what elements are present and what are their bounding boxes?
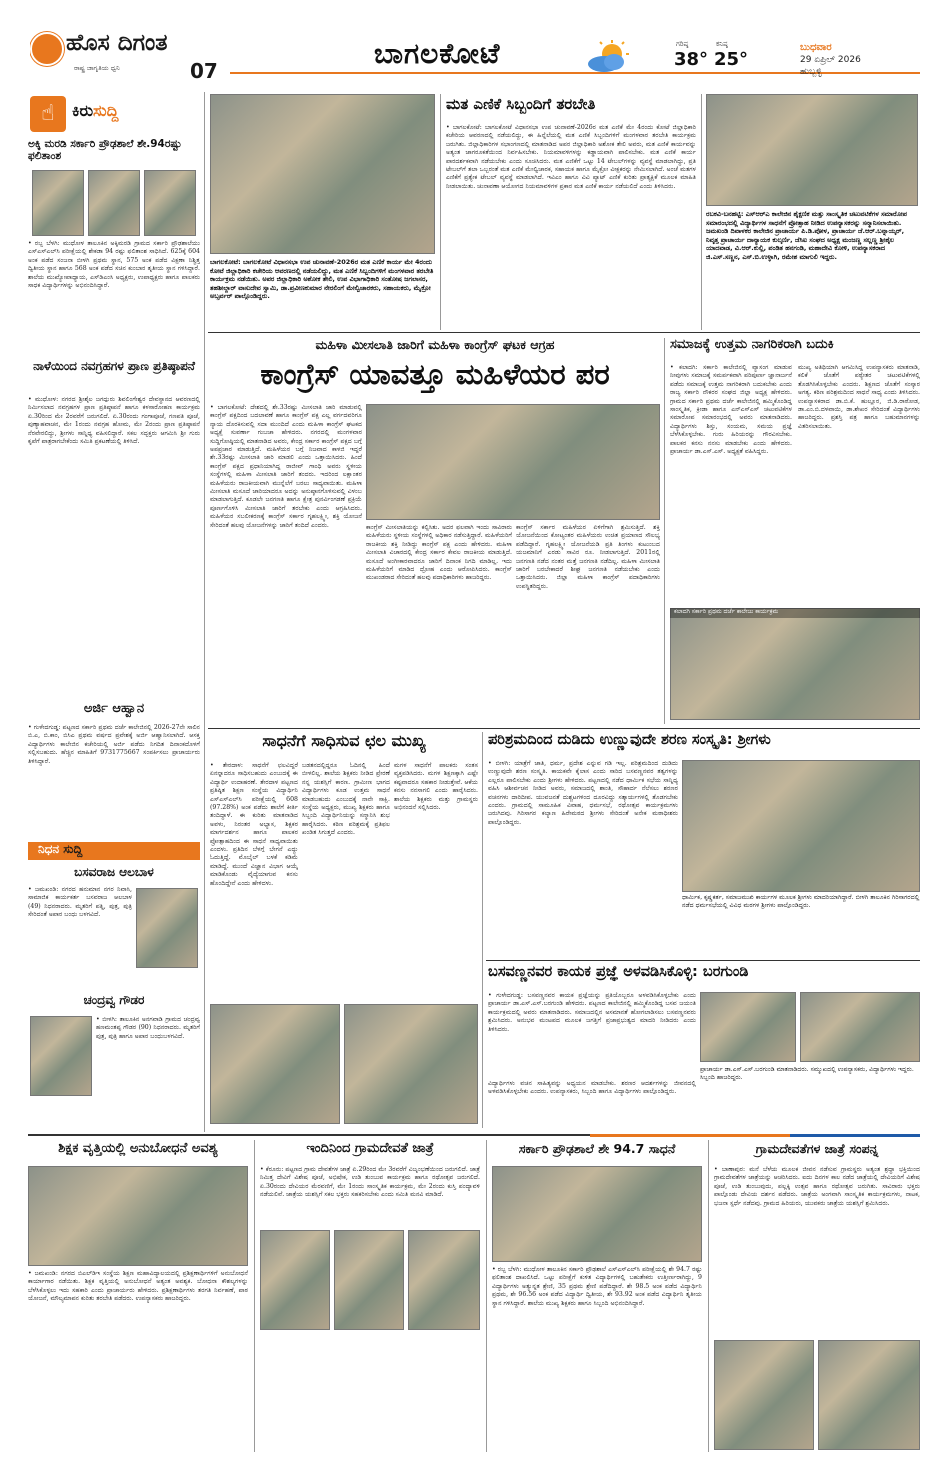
kiru-story2-title: ನಾಳೆಯಿಂದ ನವಗ್ರಹಗಳ ಪ್ರಾಣ ಪ್ರತಿಷ್ಠಾಪನೆ bbox=[33, 360, 195, 373]
divider-top-1 bbox=[440, 94, 441, 330]
nidhana-label-a: ನಿಧನ bbox=[38, 843, 60, 856]
basavanna-photo-1 bbox=[700, 992, 796, 1062]
city-title: ಬಾಗಲಕೋಟೆ bbox=[374, 38, 501, 70]
parishrama-photo bbox=[682, 760, 920, 892]
bottom4-title: ಗ್ರಾಮದೇವತೆಗಳ ಜಾತ್ರೆ ಸಂಪನ್ನ bbox=[755, 1142, 879, 1156]
kiru-suddi-column bbox=[28, 92, 200, 1132]
kiru-header bbox=[28, 94, 200, 134]
divider-left bbox=[204, 92, 205, 1132]
obit2-photo bbox=[30, 1016, 92, 1096]
bottom-accent-orange bbox=[590, 1134, 790, 1137]
bottom4-photo-2 bbox=[818, 1340, 920, 1450]
rule-parishrama bbox=[486, 960, 920, 961]
edition: ಹುಬ್ಬಳ್ಳಿ bbox=[800, 67, 822, 77]
samaja-title: ಸಮಾಜಕ್ಕೆ ಉತ್ತಮ ನಾಗರಿಕರಾಗಿ ಬದುಕಿ bbox=[670, 338, 834, 352]
logo-text: ಹೊಸ ದಿಗಂತ bbox=[66, 30, 168, 56]
samaja-photo bbox=[670, 608, 920, 720]
rule-top-row bbox=[208, 332, 920, 333]
basavanna-caption: ಪ್ರಾಚಾರ್ಯ ಡಾ.ಎಸ್.ಎಸ್.ಬರಗುಂಡಿ ಮಾತನಾಡಿದರು. ಸಮ್ಮುಖದಲ್ಲಿ ಉಪನ್ಯಾಸಕರು, ವಿದ್ಯಾರ್ಥಿಗಳು ಇದ್ದರು. ಸಿಬ್ಬಂದಿ ಹಾಜರಿದ್ದರು. bbox=[700, 1066, 914, 1081]
min-temp: 25° bbox=[714, 50, 749, 70]
divider-lead bbox=[664, 338, 665, 724]
samaja-body: • ಕಲಾದಗಿ: ಸರ್ಕಾರಿ ಕಾಲೇಜಿನಲ್ಲಿ ವ್ಯಾಸಂಗ ಮಾಡುವ ನೀವುಗಳು ಸಮಾಜಕ್ಕೆ ಸಮರ್ಪಕವಾಗಿ ಪರಿಪೂರ್ಣ ಜ್ಞಾನಾರ್ಜನೆ ಪಡೆದು ಸಮಾಜಕ್ಕೆ ಉತ್ತಮ ನಾಗರಿಕರಾಗಿ ಬದುಕಬೇಕು ಎಂದು ರಾಜ್ಯ ಸರ್ಕಾರಿ ನೌಕರರ ಸಂಘದ ಜಿಲ್ಲಾ ಅಧ್ಯಕ್ಷ ಹೇಳಿದರು. ಗ್ರಾಮದ ಸರ್ಕಾರಿ ಪ್ರಥಮ ದರ್ಜೆ ಕಾಲೇಜಿನಲ್ಲಿ ಹಮ್ಮಿಕೊಂಡಿದ್ದ ಸಾಂಸ್ಕೃತಿಕ, ಕ್ರೀಡಾ ಹಾಗೂ ಎನ್ಎಸ್ಎಸ್ ಚಟುವಟಿಕೆಗಳ ಸಮಾರೋಪ ಸಮಾರಂಭದಲ್ಲಿ ಅವರು ಮಾತನಾಡಿದರು. ವಿದ್ಯಾರ್ಥಿಗಳು ಶಿಸ್ತು, ಸಂಯಮ, ಸಮಯ ಪ್ರಜ್ಞೆ ಬೆಳೆಸಿಕೊಳ್ಳಬೇಕು. ಗುರು ಹಿರಿಯರನ್ನು ಗೌರವಿಸಬೇಕು. ಪಾಲಕರ ಕನಸು ನನಸು ಮಾಡಬೇಕು ಎಂದು ಹೇಳಿದರು. ಪ್ರಾಚಾರ್ಯ ಡಾ.ಎಸ್.ಎಸ್. ಅಧ್ಯಕ್ಷತೆ ವಹಿಸಿದ್ದರು. bbox=[670, 364, 792, 456]
date-block bbox=[800, 42, 920, 86]
bottom3-photo bbox=[492, 1166, 702, 1262]
bottom1-body: • ಜಮಖಂಡಿ: ನಗರದ ಬಿಎಲ್‌ಡಿಇ ಸಂಸ್ಥೆಯ ಶಿಕ್ಷಣ ಮಹಾವಿದ್ಯಾಲಯದಲ್ಲಿ ಪ್ರಶಿಕ್ಷಣಾರ್ಥಿಗಳಿಗೆ ಅನುಬೋಧನೆ ಕಾರ್ಯಾಗಾರ ನಡೆಯಿತು. ಶಿಕ್ಷಕ ವೃತ್ತಿಯಲ್ಲಿ ಅನುಬೋಧನೆ ಅತ್ಯಂತ ಅವಶ್ಯಕ. ಬೋಧನಾ ಕೌಶಲ್ಯಗಳನ್ನು ಬೆಳೆಸಿಕೊಳ್ಳಲು ಇದು ಸಹಕಾರಿ ಎಂದು ಪ್ರಾಚಾರ್ಯರು ಹೇಳಿದರು. ಪ್ರಶಿಕ್ಷಣಾರ್ಥಿಗಳು ತರಗತಿ ನಿರ್ವಹಣೆ, ಪಾಠ ಯೋಜನೆ, ಮೌಲ್ಯಮಾಪನ ಕುರಿತು ತರಬೇತಿ ಪಡೆದರು. ಉಪನ್ಯಾಸಕರು ಹಾಜರಿದ್ದರು. bbox=[28, 1270, 248, 1303]
divider-top-2 bbox=[701, 94, 702, 330]
bottom2-photo-3 bbox=[408, 1230, 480, 1330]
lead-photo bbox=[366, 404, 660, 520]
lead-body-left: • ಬಾಗಲಕೋಟೆ: ದೇಶದಲ್ಲಿ ಶೇ.33ರಷ್ಟು ಮೀಸಲಾತಿ ಜಾರಿ ಮಾಡುವಲ್ಲಿ ಕಾಂಗ್ರೆಸ್ ಪಕ್ಷದಿಂದ ಬದಲಾವಣೆ ಹಾಗೂ ಕಾಂಗ್ರೆಸ್ ಪಕ್ಷ ಎಲ್ಲ ವರ್ಗದವರಿಗೂ ನ್ಯಾಯ ದೊರಕಿಸುವಲ್ಲಿ ಸದಾ ಮುಂದಿದೆ ಎಂದು ಮಹಿಳಾ ಕಾಂಗ್ರೆಸ್ ಘಟಕದ ಅಧ್ಯಕ್ಷೆ ಸುವರ್ಣಾ ಗುಬಚಾ ಹೇಳಿದರು. ನಗರದಲ್ಲಿ ಮಂಗಳವಾರ ಸುದ್ದಿಗೋಷ್ಠಿಯಲ್ಲಿ ಮಾತನಾಡಿದ ಅವರು, ಕೇಂದ್ರ ಸರ್ಕಾರ ಕಾಂಗ್ರೆಸ್ ಪಕ್ಷದ ಬಗ್ಗೆ ಅಪಪ್ರಚಾರ ಮಾಡುತ್ತಿದೆ. ಮಹಿಳೆಯರ ಬಗ್ಗೆ ನಿಜವಾದ ಕಾಳಜಿ ಇದ್ದರೆ ಶೇ.33ರಷ್ಟು ಮೀಸಲಾತಿ ಜಾರಿ ಮಾಡಲಿ ಎಂದು ಒತ್ತಾಯಿಸಿದರು. ಹಿಂದೆ ಕಾಂಗ್ರೆಸ್ ಪಕ್ಷದ ಪ್ರಧಾನಿಯಾಗಿದ್ದ ರಾಜೀವ್ ಗಾಂಧಿ ಅವರು ಸ್ಥಳೀಯ ಸಂಸ್ಥೆಗಳಲ್ಲಿ ಮಹಿಳಾ ಮೀಸಲಾತಿ ಜಾರಿಗೆ ತಂದರು. ಇದರಿಂದ ಲಕ್ಷಾಂತರ ಮಹಿಳೆಯರು ರಾಜಕೀಯವಾಗಿ ಮುನ್ನೆಲೆಗೆ ಬರಲು ಸಾಧ್ಯವಾಯಿತು. ಮಹಿಳಾ ಮೀಸಲಾತಿ ಮಸೂದೆ ಜಾರಿಯಾದರೂ ಅದನ್ನು ಅನುಷ್ಠಾನಗೊಳಿಸುವಲ್ಲಿ ವಿಳಂಬ ಮಾಡಲಾಗುತ್ತಿದೆ. ಕೂಡಲೇ ಜನಗಣತಿ ಹಾಗೂ ಕ್ಷೇತ್ರ ಪುನರ್ವಿಂಗಡಣೆ ಪ್ರಕ್ರಿಯೆ ಪೂರ್ಣಗೊಳಿಸಿ ಮೀಸಲಾತಿ ಜಾರಿಗೆ ತರಬೇಕು ಎಂದು ಆಗ್ರಹಿಸಿದರು. ಮಹಿಳೆಯರ ಸಬಲೀಕರಣಕ್ಕೆ ಕಾಂಗ್ರೆಸ್ ಸರ್ಕಾರ ಗೃಹಲಕ್ಷ್ಮೀ, ಶಕ್ತಿ ಯೋಜನೆ ಸೇರಿದಂತೆ ಹಲವು ಯೋಜನೆಗಳನ್ನು ಜಾರಿಗೆ ತಂದಿದೆ ಎಂದರು. bbox=[210, 404, 362, 529]
basavanna-body-2: ವಿದ್ಯಾರ್ಥಿಗಳು ವಚನ ಸಾಹಿತ್ಯವನ್ನು ಅಧ್ಯಯನ ಮಾಡಬೇಕು. ಶರಣರ ಆದರ್ಶಗಳನ್ನು ಜೀವನದಲ್ಲಿ ಅಳವಡಿಸಿಕೊಳ್ಳಬೇಕು ಎಂದರು. ಉಪನ್ಯಾಸಕರು, ಸಿಬ್ಬಂದಿ ಹಾಗೂ ವಿದ್ಯಾರ್ಥಿಗಳು ಪಾಲ್ಗೊಂಡಿದ್ದರು. bbox=[488, 1080, 696, 1096]
max-temp: 38° bbox=[674, 50, 709, 70]
sadhane-photo-2 bbox=[344, 1004, 478, 1124]
obit1-title: ಬಸವರಾಜ ಆಲಬಾಳ bbox=[74, 866, 154, 879]
college-group-photo bbox=[706, 94, 918, 206]
weekday: ಬುಧವಾರ bbox=[800, 42, 832, 53]
parishrama-body: • ಬೀಳಗಿ: ಯಾತ್ರೆಗೆ ಜಾತಿ, ಧರ್ಮ, ಪ್ರದೇಶ ಎನ್ನುವ ಗಡಿ ಇಲ್ಲ. ಪರಿಶ್ರಮದಿಂದ ದುಡಿದು ಉಣ್ಣುವುದೇ ಶರಣ ಸಂಸ್ಕೃತಿ. ಕಾಯಕವೇ ಕೈಲಾಸ ಎಂದು ಸಾರಿದ ಬಸವಣ್ಣನವರ ತತ್ವಗಳನ್ನು ಎಲ್ಲರೂ ಪಾಲಿಸಬೇಕು ಎಂದು ಶ್ರೀಗಳು ಹೇಳಿದರು. ಪಟ್ಟಣದಲ್ಲಿ ನಡೆದ ಧಾರ್ಮಿಕ ಸಭೆಯ ಸಾನ್ನಿಧ್ಯ ವಹಿಸಿ ಆಶೀರ್ವಚನ ನೀಡಿದ ಅವರು, ಸಮಾಜದಲ್ಲಿ ಶಾಂತಿ, ಸೌಹಾರ್ದ ನೆಲೆಸಲು ಶರಣರ ವಚನಗಳು ದಾರಿದೀಪ. ಯುವಜನತೆ ದುಶ್ಚಟಗಳಿಂದ ದೂರವಿದ್ದು ಸತ್ಕಾರ್ಯಗಳಲ್ಲಿ ತೊಡಗಬೇಕು ಎಂದರು. ಗ್ರಾಮದಲ್ಲಿ ಸಾಮೂಹಿಕ ವಿವಾಹ, ಧರ್ಮಸಭೆ, ರಥೋತ್ಸವ ಕಾರ್ಯಕ್ರಮಗಳು ಜರುಗಿದವು. ಗಿರಿಸಾಗರ ಕಲ್ಯಾಣ ಹಿರೇಮಠದ ಶ್ರೀಗಳು ಸೇರಿದಂತೆ ಅನೇಕ ಮಠಾಧೀಶರು ಪಾಲ್ಗೊಂಡಿದ್ದರು. bbox=[488, 760, 678, 826]
nidhana-label bbox=[38, 843, 188, 859]
counting-training-title: ಮತ ಎಣಿಕೆ ಸಿಬ್ಬಂದಿಗೆ ತರಬೇತಿ bbox=[446, 96, 596, 113]
kiru-label-b: ಸುದ್ದಿ bbox=[93, 102, 119, 120]
max-temp-label: ಗರಿಷ್ಠ bbox=[676, 40, 689, 48]
kiru-story1-title: ಅಕ್ಕಿ ಮರಡಿ ಸರ್ಕಾರಿ ಪ್ರೌಢಶಾಲೆ ಶೇ.94ರಷ್ಟು ಫಲಿತಾಂಶ bbox=[28, 138, 182, 163]
lead-headline: ಕಾಂಗ್ರೆಸ್ ಯಾವತ್ತೂ ಮಹಿಳೆಯರ ಪರ bbox=[260, 358, 610, 391]
samaja-caption: ಕಲಾದಗಿ ಸರ್ಕಾರಿ ಪ್ರಥಮ ದರ್ಜೆ ಕಾಲೇಜು ಕಾರ್ಯಕ್ರಮ bbox=[670, 608, 920, 618]
kiru-story3-title: ಅರ್ಜಿ ಆಹ್ವಾನ bbox=[83, 702, 145, 716]
bottom4-body: • ಬಾಣಾಪುರ: ಮನೆ ಬೆಳೆಯ ಮೂಲಕ ಜೀವನ ನಡೆಸುವ ಗ್ರಾಮಸ್ಥರು ಅತ್ಯಂತ ಶ್ರದ್ಧಾ ಭಕ್ತಿಯಿಂದ ಗ್ರಾಮದೇವತೆಗಳ ಜಾತ್ರೆಯನ್ನು ಆಚರಿಸಿದರು. ಐದು ದಿನಗಳ ಕಾಲ ನಡೆದ ಜಾತ್ರೆಯಲ್ಲಿ ದೇವಿಯರಿಗೆ ವಿಶೇಷ ಪೂಜೆ, ಉಡಿ ತುಂಬುವುದು, ಪಲ್ಲಕ್ಕಿ ಉತ್ಸವ ಹಾಗೂ ರಥೋತ್ಸವ ಜರುಗಿತು. ಸಾವಿರಾರು ಭಕ್ತರು ಪಾಲ್ಗೊಂಡು ದೇವಿಯ ದರ್ಶನ ಪಡೆದರು. ಜಾತ್ರೆಯ ಅಂಗವಾಗಿ ಸಾಂಸ್ಕೃತಿಕ ಕಾರ್ಯಕ್ರಮಗಳು, ನಾಟಕ, ಭಜನಾ ಸ್ಪರ್ಧೆ ನಡೆದವು. ಗ್ರಾಮದ ಹಿರಿಯರು, ಯುವಕರು ಜಾತ್ರೆಯ ಯಶಸ್ಸಿಗೆ ಶ್ರಮಿಸಿದರು. bbox=[714, 1166, 920, 1207]
kiru-label bbox=[72, 102, 192, 126]
lead-kicker: ಮಹಿಳಾ ಮೀಸಲಾತಿ ಜಾರಿಗೆ ಮಹಿಳಾ ಕಾಂಗ್ರೆಸ್ ಘಟಕ ಆಗ್ರಹ bbox=[315, 338, 555, 352]
divider-mid bbox=[482, 732, 483, 1128]
basavanna-photo-2 bbox=[800, 992, 920, 1062]
obit2-title: ಚಂದ್ರವ್ವ ಗೌಡರ bbox=[83, 994, 145, 1007]
samaja-body-2: ಮುಖ್ಯ ಅತಿಥಿಯಾಗಿ ಆಗಮಿಸಿದ್ದ ಉಪನ್ಯಾಸಕರು ಮಾತನಾಡಿ, ಕಲಿಕೆ ಜೊತೆಗೆ ಪಠ್ಯೇತರ ಚಟುವಟಿಕೆಗಳಲ್ಲಿ ತೊಡಗಿಸಿಕೊಳ್ಳಬೇಕು ಎಂದರು. ಶಿಕ್ಷಣದ ಜೊತೆಗೆ ಸಂಸ್ಕಾರ ಅಗತ್ಯ. ಕಠಿಣ ಪರಿಶ್ರಮದಿಂದ ಸಾಧನೆ ಸಾಧ್ಯ ಎಂದು ತಿಳಿಸಿದರು. ಉಪನ್ಯಾಸಕರಾದ ಡಾ.ಬಿ.ಕೆ. ಹುಲ್ಲೂರ, ಜಿ.ಡಿ.ರಾಠೋಡ, ಡಾ.ಎಂ.ಬಿ.ದಳವಾಯಿ, ಡಾ.ಶೇಖರ ಸೇರಿದಂತೆ ವಿದ್ಯಾರ್ಥಿಗಳು ಹಾಜರಿದ್ದರು. ಪ್ರಶಸ್ತಿ ಪತ್ರ ಹಾಗೂ ಬಹುಮಾನಗಳನ್ನು ವಿತರಿಸಲಾಯಿತು. bbox=[798, 364, 920, 430]
kiru-story3-body: • ಗುಳೇದಗುಡ್ಡ: ಪಟ್ಟಣದ ಸರ್ಕಾರಿ ಪ್ರಥಮ ದರ್ಜೆ ಕಾಲೇಜಿನಲ್ಲಿ 2026-27ನೇ ಸಾಲಿನ ಬಿ.ಎ, ಬಿ.ಕಾಂ, ಬಿಸಿಎ ಪ್ರಥಮ ವರ್ಷದ ಪ್ರವೇಶಕ್ಕೆ ಅರ್ಜಿ ಆಹ್ವಾನಿಸಲಾಗಿದೆ. ಆಸಕ್ತ ವಿದ್ಯಾರ್ಥಿಗಳು ಕಾಲೇಜಿನ ಕಚೇರಿಯಲ್ಲಿ ಅರ್ಜಿ ಪಡೆದು ನಿಗದಿತ ದಿನಾಂಕದೊಳಗೆ ಸಲ್ಲಿಸಬಹುದು. ಹೆಚ್ಚಿನ ಮಾಹಿತಿಗೆ 9731775667 ಸಂಪರ್ಕಿಸಲು ಪ್ರಾಚಾರ್ಯರು ತಿಳಿಸಿದ್ದಾರೆ. bbox=[28, 724, 200, 765]
basavanna-title: ಬಸವಣ್ಣನವರ ಕಾಯಕ ಪ್ರಜ್ಞೆ ಅಳವಡಿಸಿಕೊಳ್ಳಿ: ಬರಗುಂಡಿ bbox=[488, 964, 749, 980]
lead-body-right: ಕಾಂಗ್ರೆಸ್ ಮೀಸಲಾತಿಯನ್ನು ಕಲ್ಪಿಸಿತು. ಅದರ ಫಲವಾಗಿ ಇಂದು ಸಾವಿರಾರು ಮಹಿಳೆಯರು ಸ್ಥಳೀಯ ಸಂಸ್ಥೆಗಳಲ್ಲಿ ಅಧಿಕಾರ ನಡೆಸುತ್ತಿದ್ದಾರೆ. ಮಹಿಳೆಯರಿಗೆ ರಾಜಕೀಯ ಶಕ್ತಿ ನೀಡಿದ್ದು ಕಾಂಗ್ರೆಸ್ ಪಕ್ಷ ಎಂದು ಹೇಳಿದರು. ಮಹಿಳಾ ಮೀಸಲಾತಿ ವಿಚಾರದಲ್ಲಿ ಕೇಂದ್ರ ಸರ್ಕಾರ ಕೇವಲ ರಾಜಕೀಯ ಮಾಡುತ್ತಿದೆ. ಮಸೂದೆ ಅಂಗೀಕಾರವಾದರೂ ಜಾರಿಗೆ ದಿನಾಂಕ ನಿಗದಿ ಮಾಡಿಲ್ಲ. ಇದು ಮಹಿಳೆಯರಿಗೆ ಮಾಡಿದ ದ್ರೋಹ ಎಂದು ಆರೋಪಿಸಿದರು. ಕಾಂಗ್ರೆಸ್ ಮುಖಂಡರಾದ ಸೇರಿದಂತೆ ಹಲವು ಪದಾಧಿಕಾರಿಗಳು ಹಾಜರಿದ್ದರು. bbox=[366, 524, 512, 582]
lead-body-tail: ಕಾಂಗ್ರೆಸ್ ಸರ್ಕಾರ ಮಹಿಳೆಯರ ಏಳಿಗೆಗಾಗಿ ಶ್ರಮಿಸುತ್ತಿದೆ. ಶಕ್ತಿ ಯೋಜನೆಯಿಂದ ಕೋಟ್ಯಂತರ ಮಹಿಳೆಯರು ಉಚಿತ ಪ್ರಯಾಣದ ಸೌಲಭ್ಯ ಪಡೆದಿದ್ದಾರೆ. ಗೃಹಲಕ್ಷ್ಮೀ ಯೋಜನೆಯಡಿ ಪ್ರತಿ ತಿಂಗಳು ಕುಟುಂಬದ ಯಜಮಾನಿಗೆ ಎರಡು ಸಾವಿರ ರೂ. ನೀಡಲಾಗುತ್ತಿದೆ. 2011ರಲ್ಲಿ ಜನಗಣತಿ ನಡೆದ ನಂತರ ಮತ್ತೆ ಜನಗಣತಿ ನಡೆದಿಲ್ಲ. ಮಹಿಳಾ ಮೀಸಲಾತಿ ಜಾರಿಗೆ ಬರಬೇಕಾದರೆ ಶೀಘ್ರ ಜನಗಣತಿ ನಡೆಯಬೇಕು ಎಂದು ಒತ್ತಾಯಿಸಿದರು. ಜಿಲ್ಲಾ ಮಹಿಳಾ ಕಾಂಗ್ರೆಸ್ ಪದಾಧಿಕಾರಿಗಳು ಉಪಸ್ಥಿತರಿದ್ದರು. bbox=[516, 524, 660, 590]
pointing-hand-icon: ☝ bbox=[30, 96, 66, 132]
sadhane-photo-1 bbox=[210, 1004, 340, 1124]
bottom3-body: • ರಬ್ಬ ಬೆಳಗಿ: ಮುಧೋಳ ತಾಲೂಕಿನ ಸರ್ಕಾರಿ ಪ್ರೌಢಶಾಲೆ ಎಸ್ಎಸ್ಎಲ್‌ಸಿ ಪರೀಕ್ಷೆಯಲ್ಲಿ ಶೇ 94.7 ರಷ್ಟು ಫಲಿತಾಂಶ ದಾಖಲಿಸಿದೆ. ಒಟ್ಟು ಪರೀಕ್ಷೆಗೆ ಕುಳಿತ ವಿದ್ಯಾರ್ಥಿಗಳಲ್ಲಿ ಬಹುತೇಕರು ಉತ್ತೀರ್ಣರಾಗಿದ್ದು, 9 ವಿದ್ಯಾರ್ಥಿಗಳು ಅತ್ಯುನ್ನತ ಶ್ರೇಣಿ, 35 ಪ್ರಥಮ ಶ್ರೇಣಿ ಪಡೆದಿದ್ದಾರೆ. ಶೇ 98.5 ಅಂಕ ಪಡೆದ ವಿದ್ಯಾರ್ಥಿನಿ ಪ್ರಥಮ, ಶೇ 96.56 ಅಂಕ ಪಡೆದ ವಿದ್ಯಾರ್ಥಿ ದ್ವಿತೀಯ, ಶೇ 93.92 ಅಂಕ ಪಡೆದ ವಿದ್ಯಾರ್ಥಿನಿ ತೃತೀಯ ಸ್ಥಾನ ಗಳಿಸಿದ್ದಾರೆ. ಶಾಲೆಯ ಮುಖ್ಯ ಶಿಕ್ಷಕರು ಹಾಗೂ ಸಿಬ್ಬಂದಿ ಅಭಿನಂದಿಸಿದ್ದಾರೆ. bbox=[492, 1266, 702, 1307]
sadhane-body-2: ಬಡತನದಲ್ಲಿದ್ದರೂ ಓದಿನಲ್ಲಿ ಹಿಂದೆ ಬೀಳಲಿಲ್ಲ. ಶಾಲೆಯ ಶಿಕ್ಷಕರು ನೀಡಿದ ಪ್ರೇರಣೆ ನನ್ನ ಯಶಸ್ಸಿಗೆ ಕಾರಣ. ಗ್ರಾಮೀಣ ಭಾಗದ ವಿದ್ಯಾರ್ಥಿಗಳು ಕೂಡ ಉತ್ತಮ ಸಾಧನೆ ಮಾಡಬಹುದು ಎಂಬುದಕ್ಕೆ ನಾನೇ ಸಾಕ್ಷಿ. ಸಂಸ್ಥೆಯ ಅಧ್ಯಕ್ಷರು, ಮುಖ್ಯ ಶಿಕ್ಷಕರು ಹಾಗೂ ಸಿಬ್ಬಂದಿ ವಿದ್ಯಾರ್ಥಿನಿಯನ್ನು ಸನ್ಮಾನಿಸಿ ಶುಭ ಹಾರೈಸಿದರು. ಕಠಿಣ ಪರಿಶ್ರಮಕ್ಕೆ ಪ್ರತಿಫಲ ಖಂಡಿತ ಸಿಗುತ್ತದೆ ಎಂದರು. bbox=[302, 762, 390, 837]
training-photo bbox=[210, 94, 435, 254]
student-photo-2 bbox=[88, 170, 140, 236]
obit1-photo bbox=[136, 888, 198, 968]
college-caption: ರಬಕವಿ-ಬನಹಟ್ಟಿ: ಎಸ್‌ಆರ್‌ಎ ಕಾಲೇಜಿನ ಶೈಕ್ಷಣಿಕ ಮತ್ತು ಸಾಂಸ್ಕೃತಿಕ ಚಟುವಟಿಕೆಗಳ ಸಮಾರೋಪ ಸಮಾರಂಭದಲ್ಲಿ ವಿದ್ಯಾರ್ಥಿಗಳ ಸಾಧನೆಗೆ ಪ್ರೋತ್ಸಾಹ ನೀಡಿದ ಉಪನ್ಯಾಸಕರನ್ನು ಸನ್ಮಾನಿಸಲಾಯಿತು. ಜಮಖಂಡಿ ದಿವಾಳಕರ ಕಾಲೇಜಿನ ಪ್ರಾಚಾರ್ಯ ಪಿ.ಡಿ.ಪೋಳ, ಪ್ರಾಚಾರ್ಯ ಜೆ.ಆರ್.ಬನ್ನಾಯ್ಕರ್, ನಿವೃತ್ತ ಪ್ರಾಚಾರ್ಯ ದಾನ್ಯಾಯಕ ಕುಲ್ಕರ್ಣಿ, ಜೆಸಿಐ ಸಂಘದ ಅಧ್ಯಕ್ಷ ಮಂಜಣ್ಣ ಸಲ್ಲಣ್ಣ ಶ್ರೀಶೈಲ ಯಾದವಾಡ, ವಿ.ಆರ್.ಕುಲ್ಲಿ, ಪಂಡಿತ ಹನಗಂಡಿ, ಮಹಾದೇವಿ ಕೋಳಿ, ಉಪನ್ಯಾಸಕರಾದ ಜಿ.ಎಸ್.ಸಣ್ಣನ, ಎಸ್.ಬಿ.ಉಳ್ಳಾಗಿ, ರಮೇಶ ಮಾಗುಲಿ ಇದ್ದರು. bbox=[706, 210, 907, 261]
bottom2-title: ಇಂದಿನಿಂದ ಗ್ರಾಮದೇವತೆ ಜಾತ್ರೆ bbox=[306, 1142, 434, 1156]
obit1-body: • ಜಮಖಂಡಿ: ನಗರದ ಹನುಮಾನ ನಗರ ನಿವಾಸಿ, ಸಾಮಾಜಿಕ ಕಾರ್ಯಕರ್ತ ಬಸವರಾಜ ಆಲಬಾಳ (49) ನಿಧನರಾದರು. ಮೃತರಿಗೆ ಪತ್ನಿ, ಪುತ್ರ, ಪುತ್ರಿ ಸೇರಿದಂತೆ ಅಪಾರ ಬಂಧು ಬಳಗವಿದೆ. bbox=[28, 886, 132, 919]
basavanna-body: • ಗುಳೇದಗುಡ್ಡ: ಬಸವಣ್ಣನವರ ಕಾಯಕ ಪ್ರಜ್ಞೆಯನ್ನು ಪ್ರತಿಯೊಬ್ಬರೂ ಅಳವಡಿಸಿಕೊಳ್ಳಬೇಕು ಎಂದು ಪ್ರಾಚಾರ್ಯ ಡಾ.ಎಸ್.ಎಸ್.ಬರಗುಂಡಿ ಹೇಳಿದರು. ಪಟ್ಟಣದ ಕಾಲೇಜಿನಲ್ಲಿ ಹಮ್ಮಿಕೊಂಡಿದ್ದ ಬಸವ ಜಯಂತಿ ಕಾರ್ಯಕ್ರಮದಲ್ಲಿ ಅವರು ಮಾತನಾಡಿದರು. ಸಮಾಜದಲ್ಲಿನ ಅಸಮಾನತೆ ಹೋಗಲಾಡಿಸಲು ಬಸವಣ್ಣನವರು ಶ್ರಮಿಸಿದರು. ಅನುಭವ ಮಂಟಪದ ಮೂಲಕ ಜಗತ್ತಿಗೆ ಪ್ರಜಾಪ್ರಭುತ್ವದ ಮಾದರಿ ನೀಡಿದರು ಎಂದು ತಿಳಿಸಿದರು. bbox=[488, 992, 696, 1033]
weather-icon bbox=[582, 40, 640, 74]
logo-block bbox=[30, 30, 230, 84]
counting-training-body: • ಬಾಗಲಕೋಟೆ: ಬಾಗಲಕೋಟೆ ವಿಧಾನಸಭಾ ಉಪ ಚುನಾವಣೆ-2026ರ ಮತ ಎಣಿಕೆ ಮೇ 4ರಂದು ಕೋಟೆ ಜಿಲ್ಲಾಧಿಕಾರಿ ಕಚೇರಿಯ ಆವರಣದಲ್ಲಿ ನಡೆಯಲಿದ್ದು, ಈ ಹಿನ್ನೆಲೆಯಲ್ಲಿ ಮತ ಎಣಿಕೆ ಸಿಬ್ಬಂದಿಗಳಿಗೆ ಮಂಗಳವಾರ ತರಬೇತಿ ಕಾರ್ಯಕ್ರಮ ಜರುಗಿತು. ಜಿಲ್ಲಾಧಿಕಾರಿಗಳ ಸಭಾಂಗಣದಲ್ಲಿ ಮಾತನಾಡಿದ ಅಪರ ಜಿಲ್ಲಾಧಿಕಾರಿ ಅಶೋಕ ತೇಲಿ ಅವರು, ಮತ ಎಣಿಕೆ ಕಾರ್ಯವನ್ನು ಅತ್ಯಂತ ಜಾಗರೂಕತೆಯಿಂದ ನಿರ್ವಹಿಸಬೇಕು. ನಿಯಮಾವಳಿಗಳನ್ನು ಕಡ್ಡಾಯವಾಗಿ ಪಾಲಿಸಬೇಕು. ಮತ ಎಣಿಕೆ ಕಾರ್ಯ ಪಾರದರ್ಶಕವಾಗಿ ನಡೆಯಬೇಕು ಎಂದು ಸೂಚಿಸಿದರು. ಮತ ಎಣಿಕೆಗೆ ಒಟ್ಟು 14 ಟೇಬಲ್‌ಗಳನ್ನು ವ್ಯವಸ್ಥೆ ಮಾಡಲಾಗಿದ್ದು, ಪ್ರತಿ ಟೇಬಲ್‌ಗೆ ತಲಾ ಒಬ್ಬರಂತೆ ಮತ ಎಣಿಕೆ ಮೇಲ್ವಿಚಾರಕ, ಸಹಾಯಕ ಹಾಗೂ ಮೈಕ್ರೋ ವೀಕ್ಷಕರನ್ನು ನೇಮಿಸಲಾಗಿದೆ. ಅಂಚೆ ಮತಗಳ ಎಣಿಕೆಗೆ ಪ್ರತ್ಯೇಕ ಟೇಬಲ್ ವ್ಯವಸ್ಥೆ ಮಾಡಲಾಗಿದೆ. ಇವಿಎಂ ಹಾಗೂ ವಿವಿ ಪ್ಯಾಟ್ ಎಣಿಕೆ ಕುರಿತು ಪ್ರಾತ್ಯಕ್ಷಿಕೆ ಮೂಲಕ ಮಾಹಿತಿ ನೀಡಲಾಯಿತು. ಚುನಾವಣಾ ಆಯೋಗದ ನಿಯಮಾವಳಿಗಳ ಪ್ರಕಾರ ಮತ ಎಣಿಕೆ ಕಾರ್ಯ ನಡೆಯಲಿದೆ ಎಂದು ತಿಳಿಸಿದರು. bbox=[446, 124, 696, 190]
training-caption: ಬಾಗಲಕೋಟೆ: ಬಾಗಲಕೋಟೆ ವಿಧಾನಸಭಾ ಉಪ ಚುನಾವಣೆ-2026ರ ಮತ ಎಣಿಕೆ ಕಾರ್ಯ ಮೇ 4ರಂದು ಕೋಟೆ ಜಿಲ್ಲಾಧಿಕಾರಿ ಕಚೇರಿಯ ಆವರಣದಲ್ಲಿ ನಡೆಯಲಿದ್ದು, ಮತ ಎಣಿಕೆ ಸಿಬ್ಬಂದಿಗಳಿಗೆ ಮಂಗಳವಾರ ತರಬೇತಿ ಕಾರ್ಯಕ್ರಮ ನಡೆಯಿತು. ಅಪರ ಜಿಲ್ಲಾಧಿಕಾರಿ ಅಶೋಕ ತೇಲಿ, ಉಪ ವಿಭಾಗಾಧಿಕಾರಿ ಸಂತೋಷ ಜಗಲಾಸರ, ತಹಶೀಲ್ದಾರ್ ವಾಸುದೇವ ಸ್ವಾಮಿ, ಡಾ.ಪ್ರವೀಣಕುಮಾರ ನೇರಲಿಂಗೆ ಮೇಲ್ವಿಚಾರಕರು, ಸಹಾಯಕರು, ಮೈಕ್ರೋ ಅಬ್ಸರ್ವರ್ ಪಾಲ್ಗೊಂಡಿದ್ದರು. bbox=[210, 258, 434, 300]
divider-bottom-2 bbox=[486, 1140, 487, 1452]
nidhana-label-b: ಸುದ್ದಿ bbox=[63, 843, 83, 856]
min-temp-label: ಕನಿಷ್ಠ bbox=[716, 40, 728, 48]
kiru-label-a: ಕಿರು bbox=[72, 102, 94, 120]
masthead bbox=[0, 0, 945, 88]
kiru-story2-body: • ಮುಧೋಳ: ನಗರದ ಶ್ರೀಶೈಲ ಜಗದ್ಗುರು ಶಿವಲಿಂಗೇಶ್ವರ ದೇವಸ್ಥಾನದ ಆವರಣದಲ್ಲಿ ನಿರ್ಮಿಸಲಾದ ನವಗ್ರಹಗಳ ಪ್ರಾಣ ಪ್ರತಿಷ್ಠಾಪನೆ ಹಾಗೂ ಕಳಸಾರೋಹಣ ಕಾರ್ಯಕ್ರಮ ಏ.30ರಿಂದ ಮೇ 2ರವರೆಗೆ ಜರುಗಲಿದೆ. ಏ.30ರಂದು ಗಂಗಾಪೂಜೆ, ಗಣಪತಿ ಪೂಜೆ, ಪುಣ್ಯಾಹವಾಚನ, ಮೇ 1ರಂದು ನವಗ್ರಹ ಹೋಮ, ಮೇ 2ರಂದು ಪ್ರಾಣ ಪ್ರತಿಷ್ಠಾಪನೆ ನೆರವೇರಲಿದ್ದು, ಶ್ರೀಗಳು ಸಾನ್ನಿಧ್ಯ ವಹಿಸಲಿದ್ದಾರೆ. ಸಕಲ ಸದ್ಭಕ್ತರು ಆಗಮಿಸಿ ಶ್ರೀ ಗುರು ಕೃಪೆಗೆ ಪಾತ್ರರಾಗಬೇಕೆಂದು ಸಮಿತಿ ಪ್ರಕಟಣೆಯಲ್ಲಿ ತಿಳಿಸಿದೆ. bbox=[28, 396, 200, 446]
bottom2-photo-1 bbox=[260, 1230, 330, 1330]
bottom2-body: • ಕೆರೂರು: ಪಟ್ಟಣದ ಗ್ರಾಮ ದೇವತೆಗಳ ಜಾತ್ರೆ ಏ.29ರಿಂದ ಮೇ 3ರವರೆಗೆ ವಿಜೃಂಭಣೆಯಿಂದ ಜರುಗಲಿದೆ. ಜಾತ್ರೆ ನಿಮಿತ್ತ ದೇವಿಗೆ ವಿಶೇಷ ಪೂಜೆ, ಅಭಿಷೇಕ, ಉಡಿ ತುಂಬುವ ಕಾರ್ಯಕ್ರಮ ಹಾಗೂ ರಥೋತ್ಸವ ಜರುಗಲಿದೆ. ಏ.30ರಂದು ದೇವಿಯರ ಮೆರವಣಿಗೆ, ಮೇ 1ರಂದು ಸಾಂಸ್ಕೃತಿಕ ಕಾರ್ಯಕ್ರಮ, ಮೇ 2ರಂದು ಕುಸ್ತಿ ಪಂದ್ಯಾವಳಿ ನಡೆಯಲಿವೆ. ಜಾತ್ರೆಯ ಯಶಸ್ಸಿಗೆ ಸಕಲ ಭಕ್ತರು ಸಹಕರಿಸಬೇಕು ಎಂದು ಸಮಿತಿ ಮನವಿ ಮಾಡಿದೆ. bbox=[260, 1166, 480, 1199]
logo-emblem-icon bbox=[30, 32, 64, 66]
sadhane-title: ಸಾಧನೆಗೆ ಸಾಧಿಸುವ ಛಲ ಮುಖ್ಯ bbox=[262, 732, 426, 750]
bottom4-photo-1 bbox=[714, 1340, 814, 1450]
parishrama-title: ಪರಿಶ್ರಮದಿಂದ ದುಡಿದು ಉಣ್ಣುವುದೇ ಶರಣ ಸಂಸ್ಕೃತಿ: ಶ್ರೀಗಳು bbox=[488, 732, 771, 748]
issue-date: 29 ಏಪ್ರಿಲ್ 2026 bbox=[800, 55, 861, 65]
page-number: 07 bbox=[190, 60, 218, 83]
bottom1-photo bbox=[28, 1166, 248, 1266]
bottom2-photo-2 bbox=[334, 1230, 404, 1330]
rule-mid-row bbox=[208, 728, 920, 729]
parishrama-caption: ಧಾರ್ಮಿಕ, ಕೃಷ್ಣಕರ್ತ, ಸಮಾಜಮುಖಿ ಕಾರ್ಯಗಳ ಮೂಲಕ ಶ್ರೀಗಳು ಮಾದರಿಯಾಗಿದ್ದಾರೆ. ಬೀಳಗಿ ತಾಲೂಕಿನ ಗಿರಿಸಾಗರದಲ್ಲಿ ನಡೆದ ಧರ್ಮಸಭೆಯಲ್ಲಿ ವಿವಿಧ ಮಠಗಳ ಶ್ರೀಗಳು ಪಾಲ್ಗೊಂಡಿದ್ದರು. bbox=[682, 894, 920, 909]
logo-tagline: ರಾಷ್ಟ್ರ ಜಾಗೃತಿಯ ಧ್ವನಿ bbox=[74, 64, 120, 72]
bottom3-title: ಸರ್ಕಾರಿ ಪ್ರೌಢಶಾಲೆ ಶೇ 94.7 ಸಾಧನೆ bbox=[518, 1142, 676, 1156]
sadhane-body: • ತೇರದಾಳ: ಸಾಧನೆಗೆ ಛಲವಿದ್ದರೆ ಏನನ್ನಾದರೂ ಸಾಧಿಸಬಹುದು ಎಂಬುದಕ್ಕೆ ಈ ವಿದ್ಯಾರ್ಥಿ ಉದಾಹರಣೆ. ತೇರದಾಳ ಪಟ್ಟಣದ ಪ್ರತಿಷ್ಠಿತ ಶಿಕ್ಷಣ ಸಂಸ್ಥೆಯ ವಿದ್ಯಾರ್ಥಿನಿ ಎಸ್ಎಸ್ಎಲ್‌ಸಿ ಪರೀಕ್ಷೆಯಲ್ಲಿ 608 (97.28%) ಅಂಕ ಪಡೆದು ಶಾಲೆಗೆ ಕೀರ್ತಿ ತಂದಿದ್ದಾಳೆ. ಈ ಕುರಿತು ಮಾತನಾಡಿದ ಅವಳು, ನಿರಂತರ ಅಭ್ಯಾಸ, ಶಿಕ್ಷಕರ ಮಾರ್ಗದರ್ಶನ ಹಾಗೂ ಪಾಲಕರ ಪ್ರೋತ್ಸಾಹದಿಂದ ಈ ಸಾಧನೆ ಸಾಧ್ಯವಾಯಿತು ಎಂದಳು. ಪ್ರತಿದಿನ ಬೆಳಗ್ಗೆ ಬೇಗನೆ ಎದ್ದು ಓದುತ್ತಿದ್ದೆ. ಮೊಬೈಲ್ ಬಳಕೆ ಕಡಿಮೆ ಮಾಡಿದ್ದೆ. ಮುಂದೆ ವಿಜ್ಞಾನ ವಿಭಾಗ ಆಯ್ಕೆ ಮಾಡಿಕೊಂಡು ವೈದ್ಯೆಯಾಗುವ ಕನಸು ಹೊಂದಿದ್ದೇನೆ ಎಂದು ಹೇಳಿದಳು. bbox=[210, 762, 298, 887]
bottom1-title: ಶಿಕ್ಷಕ ವೃತ್ತಿಯಲ್ಲಿ ಅನುಬೋಧನೆ ಅವಶ್ಯ bbox=[58, 1142, 218, 1156]
kiru-story1-body: • ರಬ್ಬ ಬೆಳಗಿ: ಮುಧೋಳ ತಾಲೂಕಿನ ಅಕ್ಕಿಮರಡಿ ಗ್ರಾಮದ ಸರ್ಕಾರಿ ಪ್ರೌಢಶಾಲೆಯು ಎಸ್ಎಸ್ಎಲ್‌ಸಿ ಪರೀಕ್ಷೆಯಲ್ಲಿ ಶೇಕಡಾ 94 ರಷ್ಟು ಫಲಿತಾಂಶ ಸಾಧಿಸಿದೆ. 625ಕ್ಕೆ 604 ಅಂಕ ಪಡೆದ ಸಂಜನಾ ಬೀಳಗಿ ಪ್ರಥಮ ಸ್ಥಾನ, 575 ಅಂಕ ಪಡೆದ ವಿಕ್ಷಣಾ ನಿಶ್ಚಿತ್ತ ದ್ವಿತೀಯ ಸ್ಥಾನ ಹಾಗೂ 568 ಅಂಕ ಪಡೆದ ಸಚಿನ ಕುಂಬಾರ ತೃತೀಯ ಸ್ಥಾನ ಗಳಿಸಿದ್ದಾರೆ. ಶಾಲೆಯ ಮುಖ್ಯೋಪಾಧ್ಯಾಯ, ಎಸ್‌ಡಿಎಂಸಿ ಅಧ್ಯಕ್ಷರು, ಉಪಾಧ್ಯಕ್ಷರು ಹಾಗೂ ಪಾಲಕರು ಸಾಧಕ ವಿದ್ಯಾರ್ಥಿಗಳನ್ನು ಅಭಿನಂದಿಸಿದ್ದಾರೆ. bbox=[28, 240, 200, 290]
student-photo-3 bbox=[144, 170, 196, 236]
obit2-body: • ಬೀಳಗಿ: ತಾಲೂಕಿನ ಅನಗವಾಡಿ ಗ್ರಾಮದ ಚಂದ್ರವ್ವ ಹಣಮಂತಪ್ಪ ಗೌಡರ (90) ನಿಧನರಾದರು. ಮೃತರಿಗೆ ಪುತ್ರ, ಪುತ್ರಿ ಹಾಗೂ ಅಪಾರ ಬಂಧುಬಳಗವಿದೆ. bbox=[96, 1016, 200, 1040]
sadhane-body-3: ಮಗಳ ಸಾಧನೆಗೆ ಪಾಲಕರು ಸಂತಸ ವ್ಯಕ್ತಪಡಿಸಿದರು. ಮಗಳ ಶಿಕ್ಷಣಕ್ಕಾಗಿ ಎಷ್ಟೇ ಕಷ್ಟವಾದರೂ ಸಹಕಾರ ನೀಡುತ್ತೇವೆ. ಆಕೆಯ ಕನಸು ನನಸಾಗಲಿ ಎಂದು ಹಾರೈಸಿದರು. ಶಾಲೆಯ ಶಿಕ್ಷಕರು ಮತ್ತು ಗ್ರಾಮಸ್ಥರು ಅಭಿನಂದನೆ ಸಲ್ಲಿಸಿದರು. bbox=[394, 762, 478, 812]
divider-bottom-1 bbox=[254, 1140, 255, 1452]
bottom-accent-blue bbox=[790, 1134, 920, 1137]
nidhana-header bbox=[28, 840, 200, 862]
student-photo-1 bbox=[32, 170, 84, 236]
divider-bottom-3 bbox=[708, 1140, 709, 1452]
